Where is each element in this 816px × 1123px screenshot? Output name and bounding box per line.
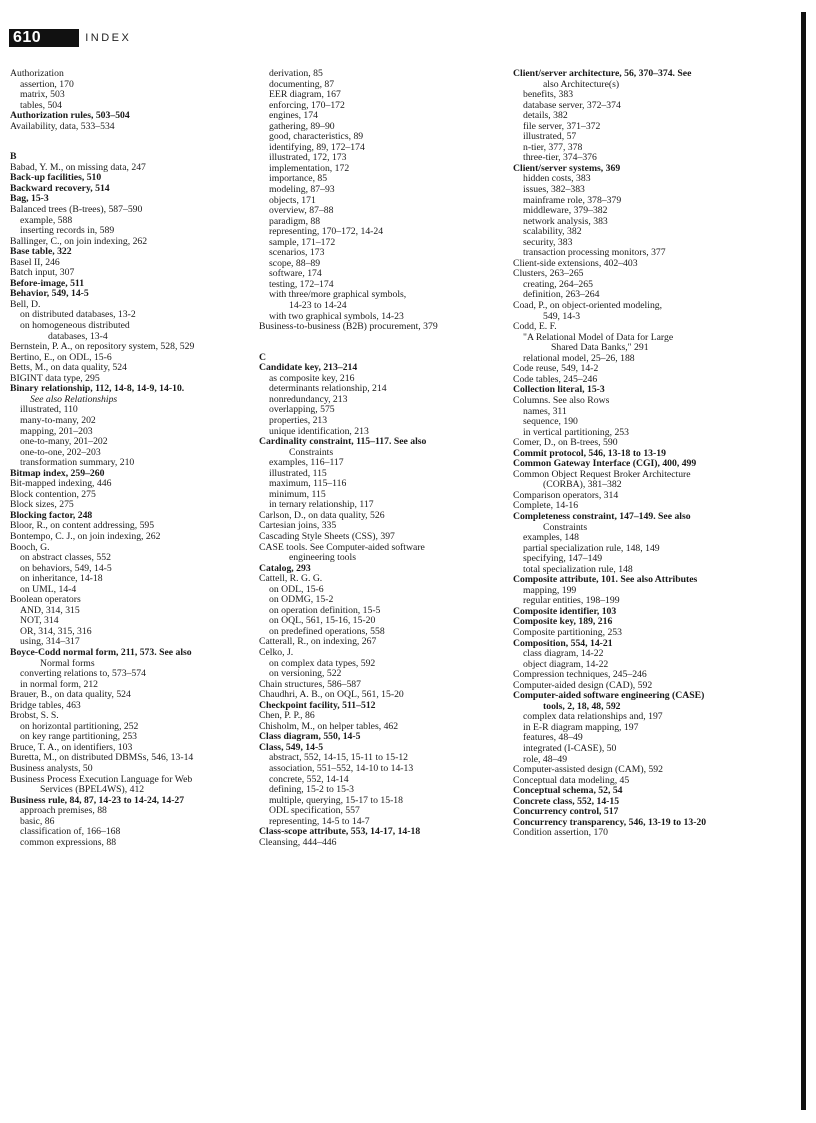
index-subentry: complex data relationships and, 197	[523, 711, 663, 723]
index-entry: Bit-mapped indexing, 446	[10, 478, 112, 490]
index-subentry: documenting, 87	[269, 78, 335, 90]
index-subentry: illustrated, 57	[523, 131, 577, 143]
index-entry: Bernstein, P. A., on repository system, 528, 529	[10, 341, 195, 353]
index-subentry: database server, 372–374	[523, 99, 621, 111]
index-subentry: on horizontal partitioning, 252	[20, 720, 139, 732]
index-entry: Blocking factor, 248	[10, 509, 93, 521]
index-subentry: on ODMG, 15-2	[269, 594, 334, 606]
index-subentry: scope, 88–89	[269, 257, 321, 269]
index-subentry: mapping, 201–203	[20, 425, 93, 437]
index-entry: Condition assertion, 170	[513, 827, 608, 839]
index-entry: Columns. See also Rows	[513, 394, 610, 406]
index-subentry: testing, 172–174	[269, 278, 334, 290]
index-subentry: also Architecture(s)	[543, 78, 620, 90]
index-entry: Chen, P. P., 86	[259, 710, 315, 722]
index-subentry: n-tier, 377, 378	[523, 141, 583, 153]
index-entry: Cartesian joins, 335	[259, 520, 337, 532]
index-entry: Conceptual schema, 52, 54	[513, 785, 623, 797]
index-entry: Computer-aided software engineering (CASE)	[513, 690, 705, 702]
index-subentry: common expressions, 88	[20, 836, 117, 848]
section-gap	[259, 333, 497, 343]
index-entry: Boolean operators	[10, 594, 81, 606]
index-entry: Backward recovery, 514	[10, 182, 110, 194]
index-subentry: tables, 504	[20, 99, 62, 111]
index-entry: Completeness constraint, 147–149. See also	[513, 510, 691, 522]
index-entry: Compression techniques, 245–246	[513, 669, 647, 681]
index-subentry: issues, 382–383	[523, 184, 585, 196]
index-subentry: in ternary relationship, 117	[269, 499, 374, 511]
index-entry: Checkpoint facility, 511–512	[259, 699, 376, 711]
index-subentry: role, 48–49	[523, 753, 568, 765]
index-entry: Bell, D.	[10, 298, 41, 310]
index-entry: Codd, E. F.	[513, 321, 557, 333]
index-entry: Cascading Style Sheets (CSS), 397	[259, 530, 395, 542]
index-subentry: nonredundancy, 213	[269, 393, 348, 405]
index-entry: Common Object Request Broker Architecture	[513, 468, 691, 480]
index-entry: Block sizes, 275	[10, 499, 74, 511]
index-subentry: relational model, 25–26, 188	[523, 352, 635, 364]
index-subentry: gathering, 89–90	[269, 120, 335, 132]
index-entry: Composite attribute, 101. See also Attributes	[513, 574, 698, 586]
index-entry: Computer-assisted design (CAM), 592	[513, 764, 663, 776]
index-entry: Composition, 554, 14-21	[513, 637, 613, 649]
index-subentry: security, 383	[523, 236, 573, 248]
index-subentry: on UML, 14-4	[20, 583, 77, 595]
index-subentry: converting relations to, 573–574	[20, 668, 146, 680]
index-subentry: abstract, 552, 14-15, 15-11 to 15-12	[269, 752, 409, 764]
index-subentry: illustrated, 110	[20, 404, 78, 416]
index-subentry: good, characteristics, 89	[269, 131, 364, 143]
index-subentry: assertion, 170	[20, 78, 74, 90]
index-subentry: transformation summary, 210	[20, 457, 135, 469]
index-subentry: matrix, 503	[20, 89, 65, 101]
index-subentry: unique identification, 213	[269, 425, 369, 437]
index-entry: Computer-aided design (CAD), 592	[513, 679, 653, 691]
index-subentry: overview, 87–88	[269, 205, 334, 217]
index-subentry: one-to-many, 201–202	[20, 436, 108, 448]
index-subentry: multiple, querying, 15-17 to 15-18	[269, 794, 403, 806]
page-edge-bar	[801, 12, 806, 1110]
index-subentry: integrated (I-CASE), 50	[523, 743, 617, 754]
index-subentry: databases, 13-4	[48, 330, 108, 342]
index-subentry: on behaviors, 549, 14-5	[20, 562, 112, 574]
index-subentry: object diagram, 14-22	[523, 658, 609, 670]
index-entry: Authorization	[10, 68, 64, 79]
index-entry: Cardinality constraint, 115–117. See also	[259, 436, 427, 448]
index-subentry: on key range partitioning, 253	[20, 731, 138, 743]
index-subentry: maximum, 115–116	[269, 478, 347, 490]
index-subentry: illustrated, 172, 173	[269, 152, 347, 164]
index-entry: Block contention, 275	[10, 488, 96, 500]
index-entry: Concrete class, 552, 14-15	[513, 795, 620, 807]
index-entry: Concurrency transparency, 546, 13-19 to 13-20	[513, 816, 707, 828]
index-entry: Availability, data, 533–534	[10, 120, 115, 132]
index-subentry: enforcing, 170–172	[269, 99, 345, 111]
index-subentry: definition, 263–264	[523, 289, 600, 301]
index-entry: Babad, Y. M., on missing data, 247	[10, 161, 146, 173]
index-entry: Authorization rules, 503–504	[10, 110, 130, 122]
header-bar	[51, 29, 79, 47]
index-entry: Client-side extensions, 402–403	[513, 257, 638, 269]
index-entry: Chain structures, 586–587	[259, 678, 361, 690]
index-subentry: as composite key, 216	[269, 372, 355, 384]
index-entry: Composite key, 189, 216	[513, 616, 613, 628]
index-entry: Common Gateway Interface (CGI), 400, 499	[513, 458, 697, 470]
index-entry: Ballinger, C., on join indexing, 262	[10, 235, 148, 247]
index-subentry: regular entities, 198–199	[523, 595, 620, 607]
page-header	[9, 29, 131, 47]
index-subentry: importance, 85	[269, 173, 328, 185]
index-entry: Business rule, 84, 87, 14-23 to 14-24, 14-27	[10, 794, 185, 806]
index-subentry: sample, 171–172	[269, 236, 336, 248]
index-entry: Boyce-Codd normal form, 211, 573. See also	[10, 646, 192, 658]
index-subentry: names, 311	[523, 405, 567, 417]
index-subentry: many-to-many, 202	[20, 414, 96, 426]
index-entry: Commit protocol, 546, 13-18 to 13-19	[513, 447, 666, 459]
index-entry: CASE tools. See Computer-aided software	[259, 541, 425, 553]
index-entry: Code reuse, 549, 14-2	[513, 363, 599, 375]
index-entry: Business-to-business (B2B) procurement, 379	[259, 321, 438, 333]
index-entry: Code tables, 245–246	[513, 373, 598, 385]
index-subentry: approach premises, 88	[20, 805, 107, 817]
index-subentry: in vertical partitioning, 253	[523, 426, 629, 438]
index-subentry: on abstract classes, 552	[20, 552, 111, 564]
index-entry: Behavior, 549, 14-5	[10, 288, 89, 300]
index-subentry: on distributed databases, 13-2	[20, 309, 136, 321]
index-entry: Catalog, 293	[259, 562, 311, 574]
section-letter: C	[259, 351, 266, 363]
index-entry: Bloor, R., on content addressing, 595	[10, 520, 155, 532]
index-subentry: OR, 314, 315, 316	[20, 625, 92, 637]
index-entry: Base table, 322	[10, 246, 72, 258]
section-letter: B	[10, 151, 17, 163]
index-entry: Candidate key, 213–214	[259, 362, 358, 374]
index-subentry: concrete, 552, 14-14	[269, 773, 349, 785]
index-subentry: with three/more graphical symbols,	[269, 289, 407, 301]
index-entry: Collection literal, 15-3	[513, 384, 605, 396]
index-subentry: on OQL, 561, 15-16, 15-20	[269, 615, 376, 627]
index-subentry: scalability, 382	[523, 226, 582, 238]
index-entry: Brobst, S. S.	[10, 710, 59, 722]
section-gap	[10, 132, 240, 142]
index-entry: Composite identifier, 103	[513, 605, 617, 617]
index-subentry: engineering tools	[289, 552, 356, 564]
index-subentry: mapping, 199	[523, 584, 577, 596]
index-entry: Carlson, D., on data quality, 526	[259, 509, 385, 521]
index-entry: Bag, 15-3	[10, 193, 49, 205]
page-number: 610	[9, 29, 51, 47]
index-subentry: illustrated, 115	[269, 467, 327, 479]
index-subentry: 14-23 to 14-24	[289, 300, 347, 312]
index-subentry: in normal form, 212	[20, 678, 99, 690]
index-entry: Binary relationship, 112, 14-8, 14-9, 14-10.	[10, 383, 185, 395]
index-entry: Buretta, M., on distributed DBMSs, 546, 13-14	[10, 752, 194, 764]
index-entry: Business Process Execution Language for Web	[10, 773, 193, 785]
index-subentry: EER diagram, 167	[269, 89, 341, 101]
index-entry: Comer, D., on B-trees, 590	[513, 437, 618, 449]
index-subentry: engines, 174	[269, 110, 318, 122]
index-subentry: See also Relationships	[30, 393, 118, 405]
index-subentry: identifying, 89, 172–174	[269, 141, 365, 153]
index-entry: Bontempo, C. J., on join indexing, 262	[10, 530, 161, 542]
index-entry: Chaudhri, A. B., on OQL, 561, 15-20	[259, 689, 404, 701]
index-subentry: objects, 171	[269, 194, 316, 206]
index-subentry: derivation, 85	[269, 68, 323, 79]
index-subentry: defining, 15-2 to 15-3	[269, 784, 355, 796]
index-subentry: specifying, 147–149	[523, 553, 603, 565]
index-subentry: Shared Data Banks," 291	[551, 342, 649, 354]
index-entry: BIGINT data type, 295	[10, 372, 100, 384]
index-subentry: partial specialization rule, 148, 149	[523, 542, 660, 554]
index-subentry: benefits, 383	[523, 89, 574, 101]
index-subentry: hidden costs, 383	[523, 173, 591, 185]
index-subentry: on versioning, 522	[269, 668, 342, 680]
index-subentry: on operation definition, 15-5	[269, 604, 381, 616]
index-column-1	[10, 69, 240, 848]
index-subentry: minimum, 115	[269, 488, 326, 500]
index-subentry: on predefined operations, 558	[269, 625, 385, 637]
index-entry: Catterall, R., on indexing, 267	[259, 636, 377, 648]
index-subentry: on inheritance, 14-18	[20, 573, 103, 585]
index-subentry: Services (BPEL4WS), 412	[40, 784, 145, 796]
index-subentry: overlapping, 575	[269, 404, 335, 416]
index-subentry: "A Relational Model of Data for Large	[523, 331, 674, 343]
index-subentry: software, 174	[269, 268, 322, 280]
index-entry: Concurrency control, 517	[513, 806, 619, 818]
index-subentry: implementation, 172	[269, 162, 350, 174]
index-entry: Brauer, B., on data quality, 524	[10, 689, 131, 701]
index-entry: Back-up facilities, 510	[10, 172, 102, 184]
index-subentry: representing, 14-5 to 14-7	[269, 815, 370, 827]
index-entry: Bertino, E., on ODL, 15-6	[10, 351, 112, 363]
index-subentry: examples, 148	[523, 532, 579, 544]
index-subentry: AND, 314, 315	[20, 604, 80, 616]
index-entry: Betts, M., on data quality, 524	[10, 362, 127, 374]
index-subentry: modeling, 87–93	[269, 184, 335, 196]
index-subentry: in E-R diagram mapping, 197	[523, 721, 639, 733]
index-entry: Clusters, 263–265	[513, 268, 584, 280]
index-subentry: mainframe role, 378–379	[523, 194, 622, 206]
index-subentry: classification of, 166–168	[20, 826, 121, 838]
index-entry: Class diagram, 550, 14-5	[259, 731, 361, 743]
index-entry: Client/server architecture, 56, 370–374. See	[513, 68, 692, 79]
index-subentry: with two graphical symbols, 14-23	[269, 310, 404, 322]
index-subentry: Normal forms	[40, 657, 95, 669]
index-subentry: one-to-one, 202–203	[20, 446, 101, 458]
index-entry: Cleansing, 444–446	[259, 836, 337, 848]
index-subentry: on ODL, 15-6	[269, 583, 324, 595]
index-subentry: (CORBA), 381–382	[543, 479, 622, 491]
index-subentry: determinants relationship, 214	[269, 383, 387, 395]
index-subentry: three-tier, 374–376	[523, 152, 597, 164]
index-entry: Balanced trees (B-trees), 587–590	[10, 204, 143, 216]
index-subentry: total specialization rule, 148	[523, 563, 633, 575]
index-column-3	[513, 69, 773, 839]
index-subentry: 549, 14-3	[543, 310, 581, 322]
index-entry: Class-scope attribute, 553, 14-17, 14-18	[259, 826, 421, 838]
index-subentry: Constraints	[289, 446, 334, 458]
index-entry: Cattell, R. G. G.	[259, 573, 323, 585]
index-subentry: file server, 371–372	[523, 120, 601, 132]
index-entry: Celko, J.	[259, 646, 294, 658]
index-subentry: paradigm, 88	[269, 215, 321, 227]
index-subentry: sequence, 190	[523, 416, 578, 428]
index-entry: Composite partitioning, 253	[513, 626, 622, 638]
index-subentry: network analysis, 383	[523, 215, 608, 227]
index-entry: Bridge tables, 463	[10, 699, 81, 711]
index-subentry: inserting records in, 589	[20, 225, 115, 237]
index-entry: Client/server systems, 369	[513, 162, 621, 174]
index-entry: Business analysts, 50	[10, 763, 93, 774]
index-entry: Comparison operators, 314	[513, 489, 619, 501]
index-entry: Conceptual data modeling, 45	[513, 774, 630, 786]
index-column-2	[259, 69, 497, 848]
index-entry: Bitmap index, 259–260	[10, 467, 105, 479]
index-subentry: transaction processing monitors, 377	[523, 247, 666, 259]
index-subentry: Constraints	[543, 521, 588, 533]
index-subentry: on complex data types, 592	[269, 657, 376, 669]
index-subentry: association, 551–552, 14-10 to 14-13	[269, 763, 414, 774]
index-entry: Basel II, 246	[10, 256, 60, 268]
index-subentry: properties, 213	[269, 414, 328, 426]
index-subentry: scenarios, 173	[269, 247, 325, 259]
index-subentry: middleware, 379–382	[523, 205, 608, 217]
index-entry: Batch input, 307	[10, 267, 75, 279]
index-subentry: class diagram, 14-22	[523, 648, 604, 660]
index-entry: Bruce, T. A., on identifiers, 103	[10, 741, 133, 753]
index-subentry: details, 382	[523, 110, 568, 122]
index-subentry: tools, 2, 18, 48, 592	[543, 700, 621, 712]
index-subentry: example, 588	[20, 214, 73, 226]
index-entry: Coad, P., on object-oriented modeling,	[513, 300, 663, 312]
index-entry: Complete, 14-16	[513, 500, 579, 512]
index-entry: Before-image, 511	[10, 277, 85, 289]
page-title: INDEX	[85, 32, 132, 44]
index-entry: Chisholm, M., on helper tables, 462	[259, 720, 399, 732]
index-subentry: representing, 170–172, 14-24	[269, 226, 384, 238]
index-subentry: features, 48–49	[523, 732, 583, 744]
index-subentry: on homogeneous distributed	[20, 320, 130, 332]
index-entry: Class, 549, 14-5	[259, 741, 324, 753]
index-subentry: creating, 264–265	[523, 278, 593, 290]
index-subentry: using, 314–317	[20, 636, 80, 648]
index-subentry: basic, 86	[20, 815, 55, 827]
index-subentry: NOT, 314	[20, 615, 59, 627]
index-subentry: ODL specification, 557	[269, 805, 360, 817]
index-entry: Booch, G.	[10, 541, 50, 553]
index-subentry: examples, 116–117	[269, 457, 344, 469]
